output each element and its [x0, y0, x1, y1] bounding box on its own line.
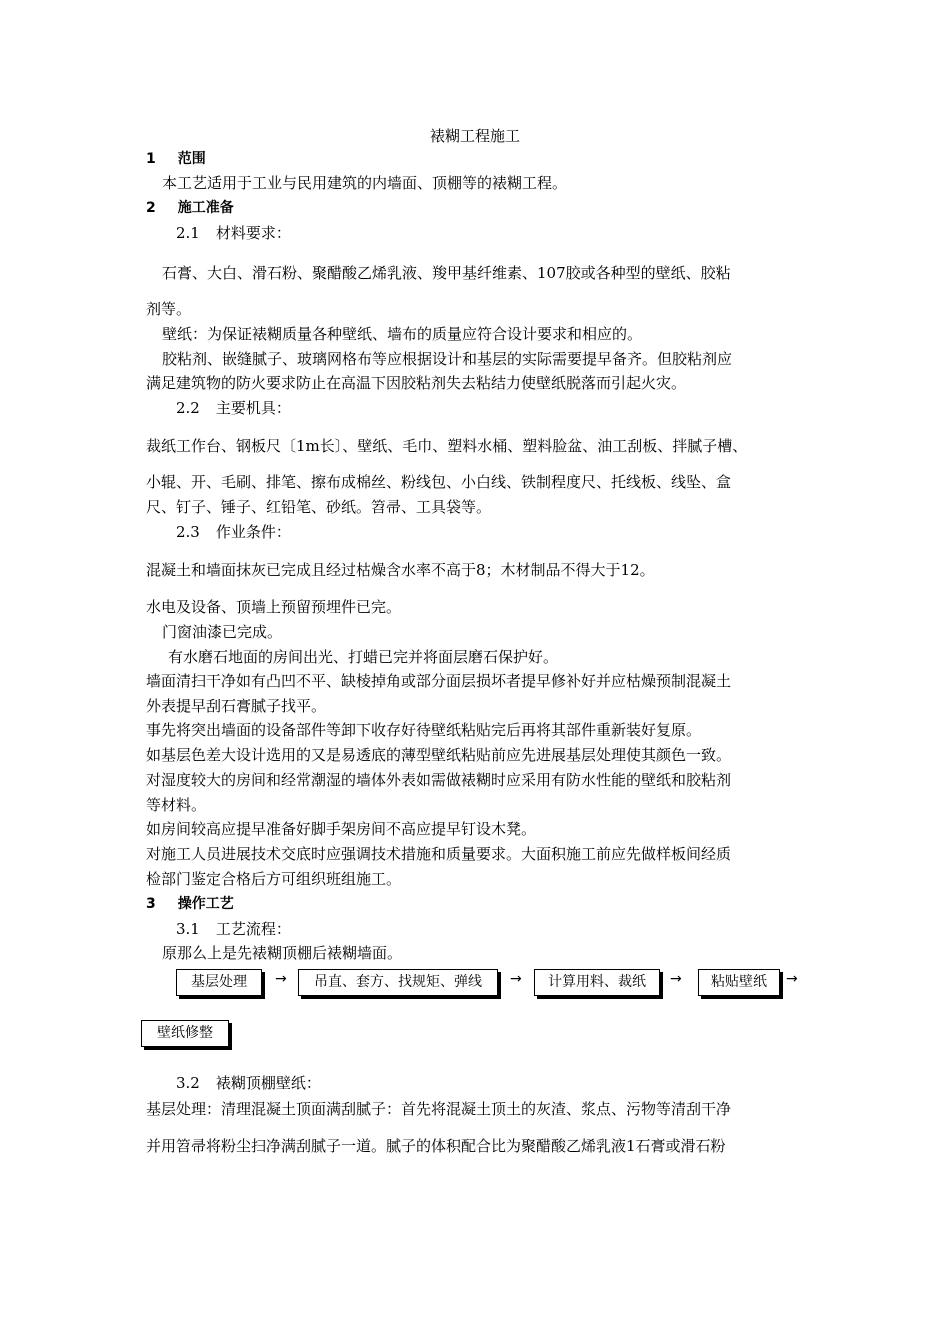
paragraph-adhesive-line1: 胶粘剂、嵌缝腻子、玻璃网格布等应根据设计和基层的实际需要提早备齐。但胶粘剂应	[162, 350, 733, 368]
subsection-2-1-heading	[176, 223, 291, 243]
ceiling-line1: 基层处理：清理混凝土顶面满刮腻子：首先将混凝土顶土的灰渣、浆点、污物等清刮干净	[146, 1100, 732, 1118]
section-2-num: 2	[146, 200, 156, 216]
flow-arrow-icon: →	[670, 971, 682, 987]
subsection-2-2-heading	[176, 398, 291, 418]
section-1-text: 本工艺适用于工业与民用建筑的内墙面、顶棚等的裱糊工程。	[162, 174, 568, 192]
conditions-line6: 外表提早刮石膏腻子找平。	[146, 697, 327, 715]
conditions-line11: 如房间较高应提早准备好脚手架房间不高应提早钉设木凳。	[146, 820, 537, 838]
section-3-title: 操作工艺	[177, 896, 234, 912]
section-3-num: 3	[146, 896, 156, 912]
conditions-line3: 门窗油漆已完成。	[162, 623, 283, 641]
section-2-heading	[146, 198, 234, 218]
paragraph-materials-line1: 石膏、大白、滑石粉、聚醋酸乙烯乳液、羧甲基纤维素、107胶或各种型的壁纸、胶粘	[162, 264, 731, 282]
tools-line1: 裁纸工作台、钢板尺〔1m长〕、壁纸、毛巾、塑料水桶、塑料脸盆、油工刮板、拌腻子槽、	[146, 437, 748, 455]
subsection-2-3-heading	[176, 522, 291, 542]
conditions-line13: 检部门鉴定合格后方可组织班组施工。	[146, 870, 402, 888]
ceiling-line2: 并用笤帚将粉尘扫净满刮腻子一道。腻子的体积配合比为聚醋酸乙烯乳液1石膏或滑石粉	[146, 1137, 726, 1155]
flow-step-base-treatment: 基层处理	[176, 969, 262, 996]
conditions-line4: 有水磨石地面的房间出光、打蜡已完并将面层磨石保护好。	[168, 648, 559, 666]
subsection-3-1-title: 工艺流程：	[215, 920, 291, 938]
conditions-line10: 等材料。	[146, 796, 207, 814]
subsection-2-2-num: 2.2	[176, 399, 200, 417]
flow-arrow-icon: →	[510, 971, 522, 987]
flow-arrow-icon: →	[275, 971, 287, 987]
subsection-3-1-num: 3.1	[176, 920, 200, 938]
flow-step-pasting: 粘贴壁纸	[698, 969, 780, 996]
subsection-2-3-num: 2.3	[176, 523, 200, 541]
section-2-title: 施工准备	[177, 200, 234, 216]
flow-arrow-icon: →	[786, 971, 798, 987]
conditions-line8: 如基层色差大设计选用的又是易透底的薄型壁纸粘贴前应先进展基层处理使其颜色一致。	[146, 746, 732, 764]
paragraph-wallpaper: 壁纸：为保证裱糊质量各种壁纸、墙布的质量应符合设计要求和相应的。	[162, 325, 643, 343]
subsection-3-2-num: 3.2	[176, 1074, 200, 1092]
conditions-line2: 水电及设备、顶墙上预留预埋件已完。	[146, 598, 402, 616]
conditions-line12: 对施工人员进展技术交底时应强调技术措施和质量要求。大面积施工前应先做样板间经质	[146, 845, 732, 863]
subsection-2-2-title: 主要机具：	[215, 399, 291, 417]
subsection-3-2-heading	[176, 1073, 321, 1093]
conditions-line5: 墙面清扫干净如有凸凹不平、缺棱掉角或部分面层损坏者提早修补好并应枯燥预制混凝土	[146, 672, 732, 690]
subsection-3-2-title: 裱糊顶棚壁纸：	[215, 1074, 321, 1092]
subsection-2-3-title: 作业条件：	[215, 523, 291, 541]
conditions-line1: 混凝土和墙面抹灰已完成且经过枯燥含水率不高于8；木材制品不得大于12。	[146, 561, 655, 579]
subsection-2-1-title: 材料要求：	[215, 224, 291, 242]
flow-step-alignment: 吊直、套方、找规矩、弹线	[298, 969, 498, 996]
paragraph-adhesive-line2: 满足建筑物的防火要求防止在高温下因胶粘剂失去粘结力使壁纸脱落而引起火灾。	[146, 374, 687, 392]
tools-line3: 尺、钉子、锤子、红铅笔、砂纸。笤帚、工具袋等。	[146, 498, 492, 516]
conditions-line7: 事先将突出墙面的设备部件等卸下收存好待壁纸粘贴完后再将其部件重新装好复原。	[146, 721, 702, 739]
section-1-title: 范围	[177, 151, 206, 167]
flow-intro-text: 原那么上是先裱糊顶棚后裱糊墙面。	[162, 944, 403, 962]
section-1-heading	[146, 149, 206, 169]
tools-line2: 小辊、开、毛刷、排笔、擦布成棉丝、粉线包、小白线、铁制程度尺、托线板、线坠、盒	[146, 473, 732, 491]
page-title: 裱糊工程施工	[429, 127, 520, 145]
flow-step-cutting: 计算用料、裁纸	[534, 969, 660, 996]
section-1-num: 1	[146, 151, 156, 167]
subsection-3-1-heading	[176, 919, 291, 939]
section-3-heading	[146, 894, 234, 914]
paragraph-materials-line2: 剂等。	[146, 300, 192, 318]
subsection-2-1-num: 2.1	[176, 224, 200, 242]
conditions-line9: 对湿度较大的房间和经常潮湿的墙体外表如需做裱糊时应采用有防水性能的壁纸和胶粘剂	[146, 771, 732, 789]
flow-step-trimming: 壁纸修整	[141, 1020, 229, 1047]
